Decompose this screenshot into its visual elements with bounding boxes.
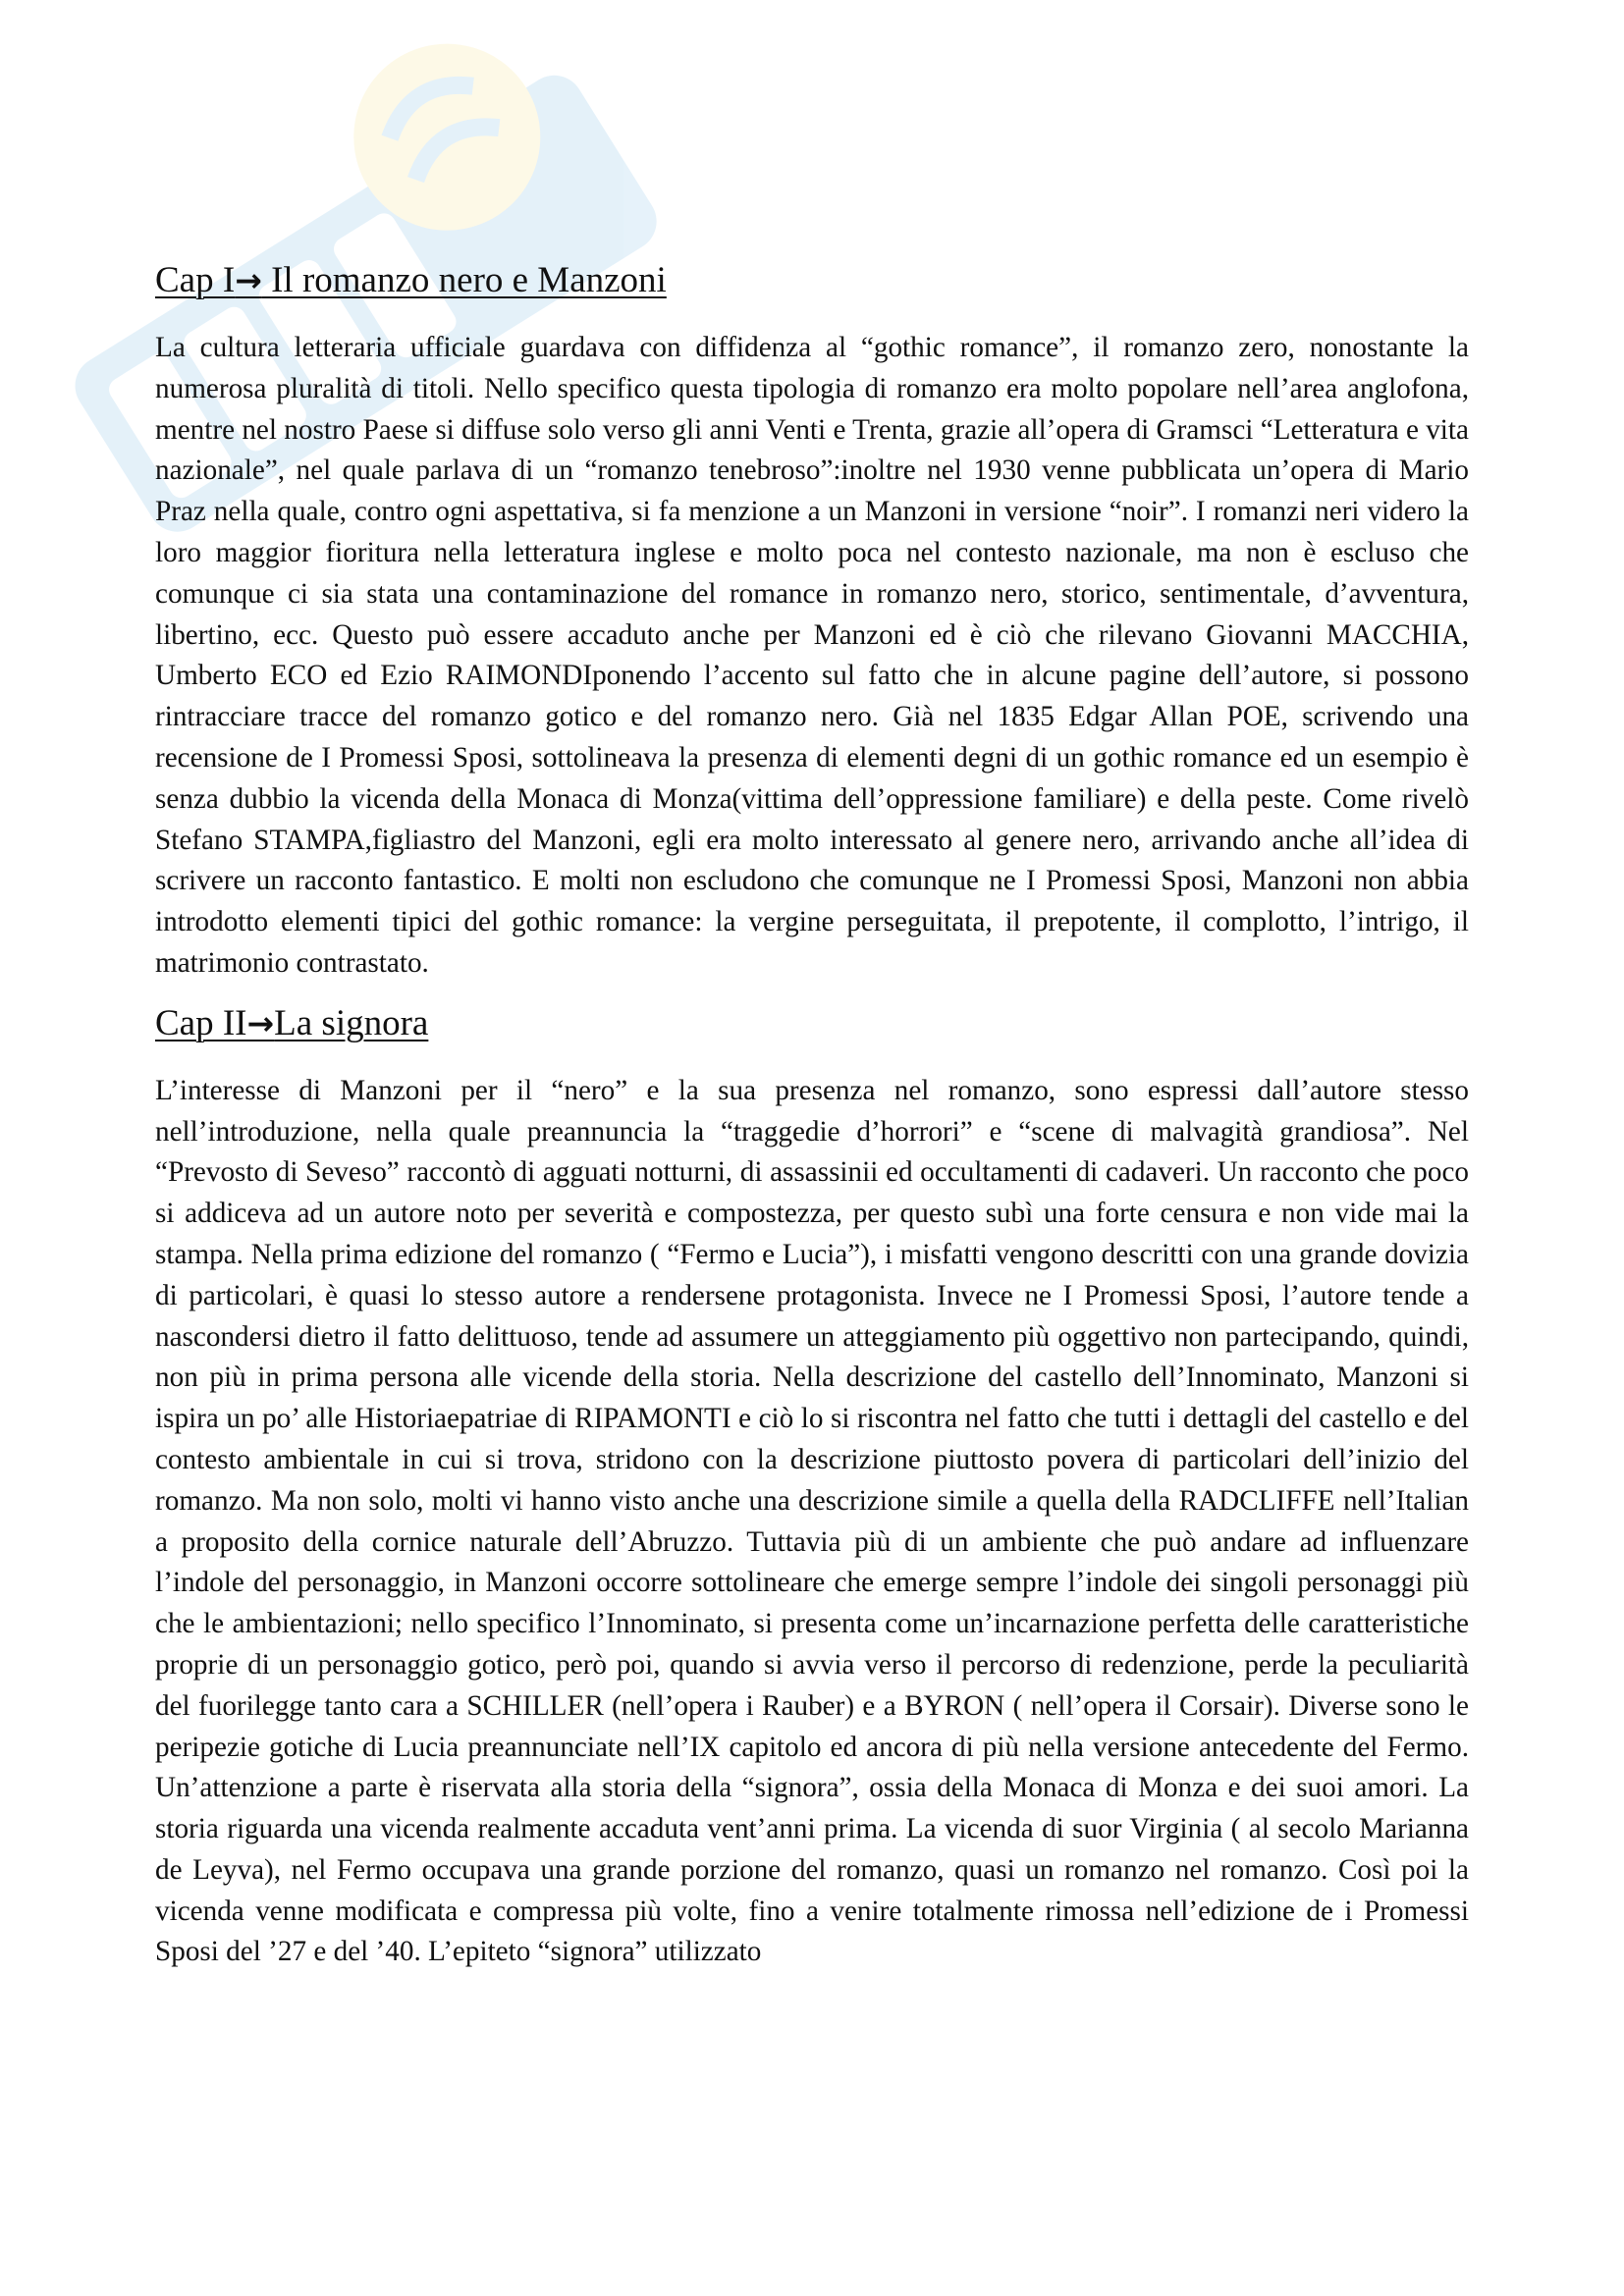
chapter-1-paragraph: La cultura letteraria ufficiale guardava con diffidenza al “gothic romance”, il romanzo zero, nonostante la numerosa pluralità di titoli. Nello specifico questa tipologia di romanzo era molto popolare nell’area anglofona, mentre nel nostro Paese si diffuse solo verso gli anni Venti e Trenta, grazie all’opera di Gramsci “Letteratura e vita nazionale”, nel quale parlava di un “romanzo tenebroso”:inoltre nel 1930 venne pubblicata un’opera di Mario Praz nella quale, contro ogni aspettativa, si fa menzione a un Manzoni in versione “noir”. I romanzi neri videro la loro maggior fioritura nella letteratura inglese e molto poca nel contesto nazionale, ma non è escluso che comunque ci sia stata una contaminazione del romance in romanzo nero, storico, sentimentale, d’avventura, libertino, ecc. Questo può essere accaduto anche per Manzoni ed è ciò che rilevano Giovanni MACCHIA, Umberto ECO ed Ezio RAIMONDIponendo l’accento sul fatto che in alcune pagine dell’autore, si possono rintracciare tracce del romanzo gotico e del romanzo nero. Già nel 1835 Edgar Allan POE, scrivendo una recensione de I Promessi Sposi, sottolineava la presenza di elementi degni di un gothic romance ed un esempio è senza dubbio la vicenda della Monaca di Monza(vittima dell’oppressione familiare) e della peste. Come rivelò Stefano STAMPA,figliastro del Manzoni, egli era molto interessato al genere nero, arrivando anche all’idea di scrivere un racconto fantastico. E molti non escludono che comunque ne I Promessi Sposi, Manzoni non abbia introdotto elementi tipici del gothic romance: la vergine perseguitata, il prepotente, il complotto, l’intrigo, il matrimonio contrastato.	[155, 332, 1469, 979]
chapter-2-heading	[155, 1000, 1469, 1047]
chapter-1-prefix: Cap I	[155, 260, 236, 300]
chapter-2-prefix: Cap II	[155, 1002, 247, 1043]
document-page	[155, 257, 1469, 1973]
chapter-1-heading	[155, 257, 1469, 304]
right-arrow-icon: →	[246, 1003, 275, 1042]
right-arrow-icon: →	[235, 261, 262, 299]
chapter-2-title: La signora	[274, 1002, 429, 1043]
chapter-1-title: Il romanzo nero e Manzoni	[261, 260, 667, 300]
watermark-badge	[318, 29, 575, 266]
chapter-2-paragraph: L’interesse di Manzoni per il “nero” e la sua presenza nel romanzo, sono espressi dall’autore stesso nell’introduzione, nella quale preannuncia la “traggedie d’horrori” e “scene di malvagità grandiosa”. Nel “Prevosto di Seveso” raccontò di agguati notturni, di assassinii ed occultamenti di cadaveri. Un racconto che poco si addiceva ad un autore noto per severità e compostezza, per questo subì una forte censura e non vide mai la stampa. Nella prima edizione del romanzo ( “Fermo e Lucia”), i misfatti vengono descritti con una grande dovizia di particolari, è quasi lo stesso autore a rendersene protagonista. Invece ne I Promessi Sposi, l’autore tende a nascondersi dietro il fatto delittuoso, tende ad assumere un atteggiamento più oggettivo non partecipando, quindi, non più in prima persona alle vicende della storia. Nella descrizione del castello dell’Innominato, Manzoni si ispira un po’ alle Historiaepatriae di RIPAMONTI e ciò lo si riscontra nel fatto che tutti i dettagli del castello e del contesto ambientale in cui si trova, stridono con la descrizione piuttosto povera di particolari dell’inizio del romanzo. Ma non solo, molti vi hanno visto anche una descrizione simile a quella della RADCLIFFE nell’Italian a proposito della cornice naturale dell’Abruzzo. Tuttavia più di un ambiente che può andare ad influenzare l’indole del personaggio, in Manzoni occorre sottolineare che emerge sempre l’indole dei singoli personaggi più che le ambientazioni; nello specifico l’Innominato, si presenta come un’incarnazione perfetta delle caratteristiche proprie di un personaggio gotico, però poi, quando si avvia verso il percorso di redenzione, perde la peculiarità del fuorilegge tanto cara a SCHILLER (nell’opera i Rauber) e a BYRON ( nell’opera il Corsair). Diverse sono le peripezie gotiche di Lucia preannunciate nell’IX capitolo ed ancora di più nella versione antecedente del Fermo. Un’attenzione a parte è riservata alla storia della “signora”, ossia della Monaca di Monza e dei suoi amori. La storia riguarda una vicenda realmente accaduta vent’anni prima. La vicenda di suor Virginia ( al secolo Marianna de Leyva), nel Fermo occupava una grande porzione del romanzo, quasi un romanzo nel romanzo. Così poi la vicenda venne modificata e compressa più volte, fino a venire totalmente rimossa nell’edizione de i Promessi Sposi del ’27 e del ’40. L’epiteto “signora” utilizzato	[155, 1074, 1469, 1968]
